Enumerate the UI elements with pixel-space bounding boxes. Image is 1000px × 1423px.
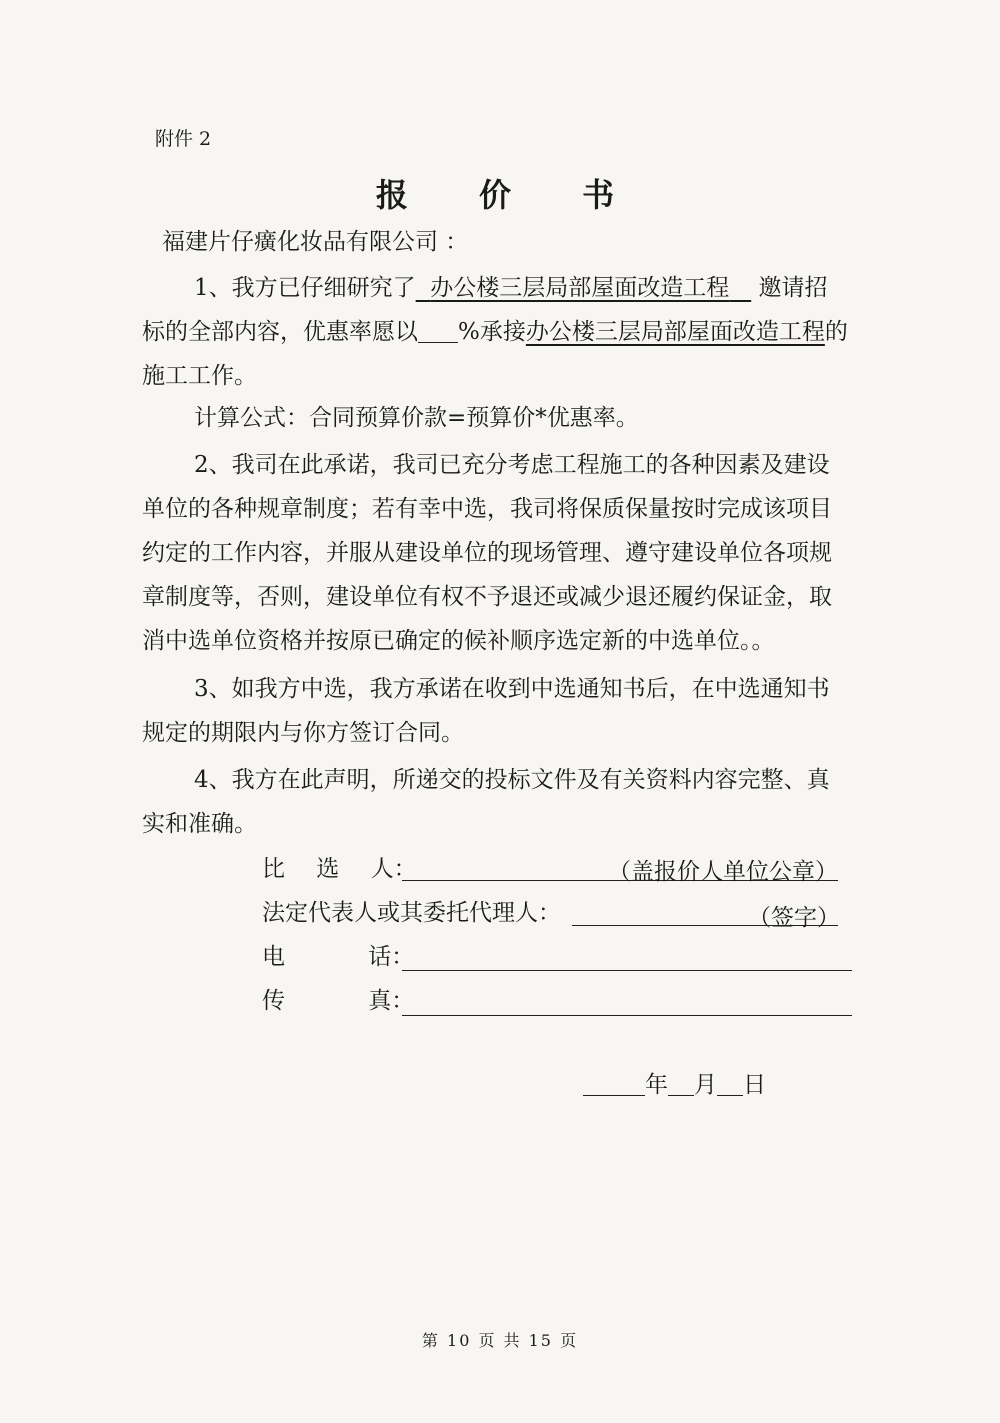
p1-project-name-2: 办公楼三层局部屋面改造工程 — [525, 319, 825, 345]
paragraph-4-line-1: 4、我方在此声明，所递交的投标文件及有关资料内容完整、真 — [194, 767, 830, 793]
paragraph-2 — [142, 443, 866, 663]
discount-rate-blank — [418, 316, 458, 343]
p1-project-name: 办公楼三层局部屋面改造工程 — [430, 275, 730, 301]
page-number-footer: 第 10 页 共 15 页 — [421, 1331, 579, 1350]
paragraph-1 — [142, 266, 866, 398]
paragraph-2-line-2: 单位的各种规章制度；若有幸中选，我司将保质保量按时完成该项目 — [142, 496, 832, 522]
paragraph-1-line-1 — [142, 266, 866, 310]
paragraph-2-line-4: 章制度等，否则，建设单位有权不予退还或减少退还履约保证金，取 — [142, 584, 832, 610]
addressee: 福建片仔癀化妆品有限公司 ： — [162, 229, 469, 255]
p1-prefix: 1、我方已仔细研究了 — [194, 275, 416, 301]
year-blank[interactable] — [583, 1069, 645, 1096]
bidder-label: 比 选 人： — [262, 856, 417, 882]
month-label: 月 — [694, 1072, 717, 1098]
day-label: 日 — [743, 1072, 766, 1098]
p1-suffix: 邀请招 — [758, 275, 828, 301]
p1-line2-text: 标的全部内容，优惠率愿以 — [142, 319, 418, 345]
p1-percent-text: %承接 — [458, 319, 526, 345]
paragraph-4 — [142, 758, 866, 846]
formula-text: 计算公式：合同预算价款=预算价*优惠率。 — [194, 405, 639, 431]
document-title: 报 价 书 — [375, 176, 645, 214]
month-blank[interactable] — [668, 1069, 694, 1096]
attachment-label: 附件 2 — [155, 128, 212, 150]
fax-line[interactable] — [402, 1015, 852, 1016]
fax-label: 传 真： — [262, 988, 415, 1014]
formula — [142, 396, 866, 440]
paragraph-2-line-1: 2、我司在此承诺，我司已充分考虑工程施工的各种因素及建设 — [194, 452, 830, 478]
representative-sign-note: （签字） — [748, 905, 840, 931]
paragraph-4-line-2: 实和准确。 — [142, 811, 257, 837]
p1-line2-end: 的 — [824, 319, 848, 345]
phone-line[interactable] — [402, 970, 852, 971]
date-field — [583, 1066, 766, 1099]
paragraph-3 — [142, 667, 866, 755]
paragraph-1-line-2 — [142, 310, 866, 354]
paragraph-2-line-5: 消中选单位资格并按原已确定的候补顺序选定新的中选单位。。 — [142, 628, 775, 654]
representative-label: 法定代表人或其委托代理人： — [262, 900, 561, 926]
paragraph-3-line-1: 3、如我方中选，我方承诺在收到中选通知书后，在中选通知书 — [194, 676, 830, 702]
paragraph-3-line-2: 规定的期限内与你方签订合同。 — [142, 720, 464, 746]
paragraph-2-line-3: 约定的工作内容，并服从建设单位的现场管理、遵守建设单位各项规 — [142, 540, 832, 566]
day-blank[interactable] — [717, 1069, 743, 1096]
bidder-seal-note: （盖报价人单位公章） — [608, 859, 838, 885]
year-label: 年 — [645, 1072, 668, 1098]
phone-label: 电 话： — [262, 944, 415, 970]
paragraph-1-line-3: 施工工作。 — [142, 363, 257, 389]
